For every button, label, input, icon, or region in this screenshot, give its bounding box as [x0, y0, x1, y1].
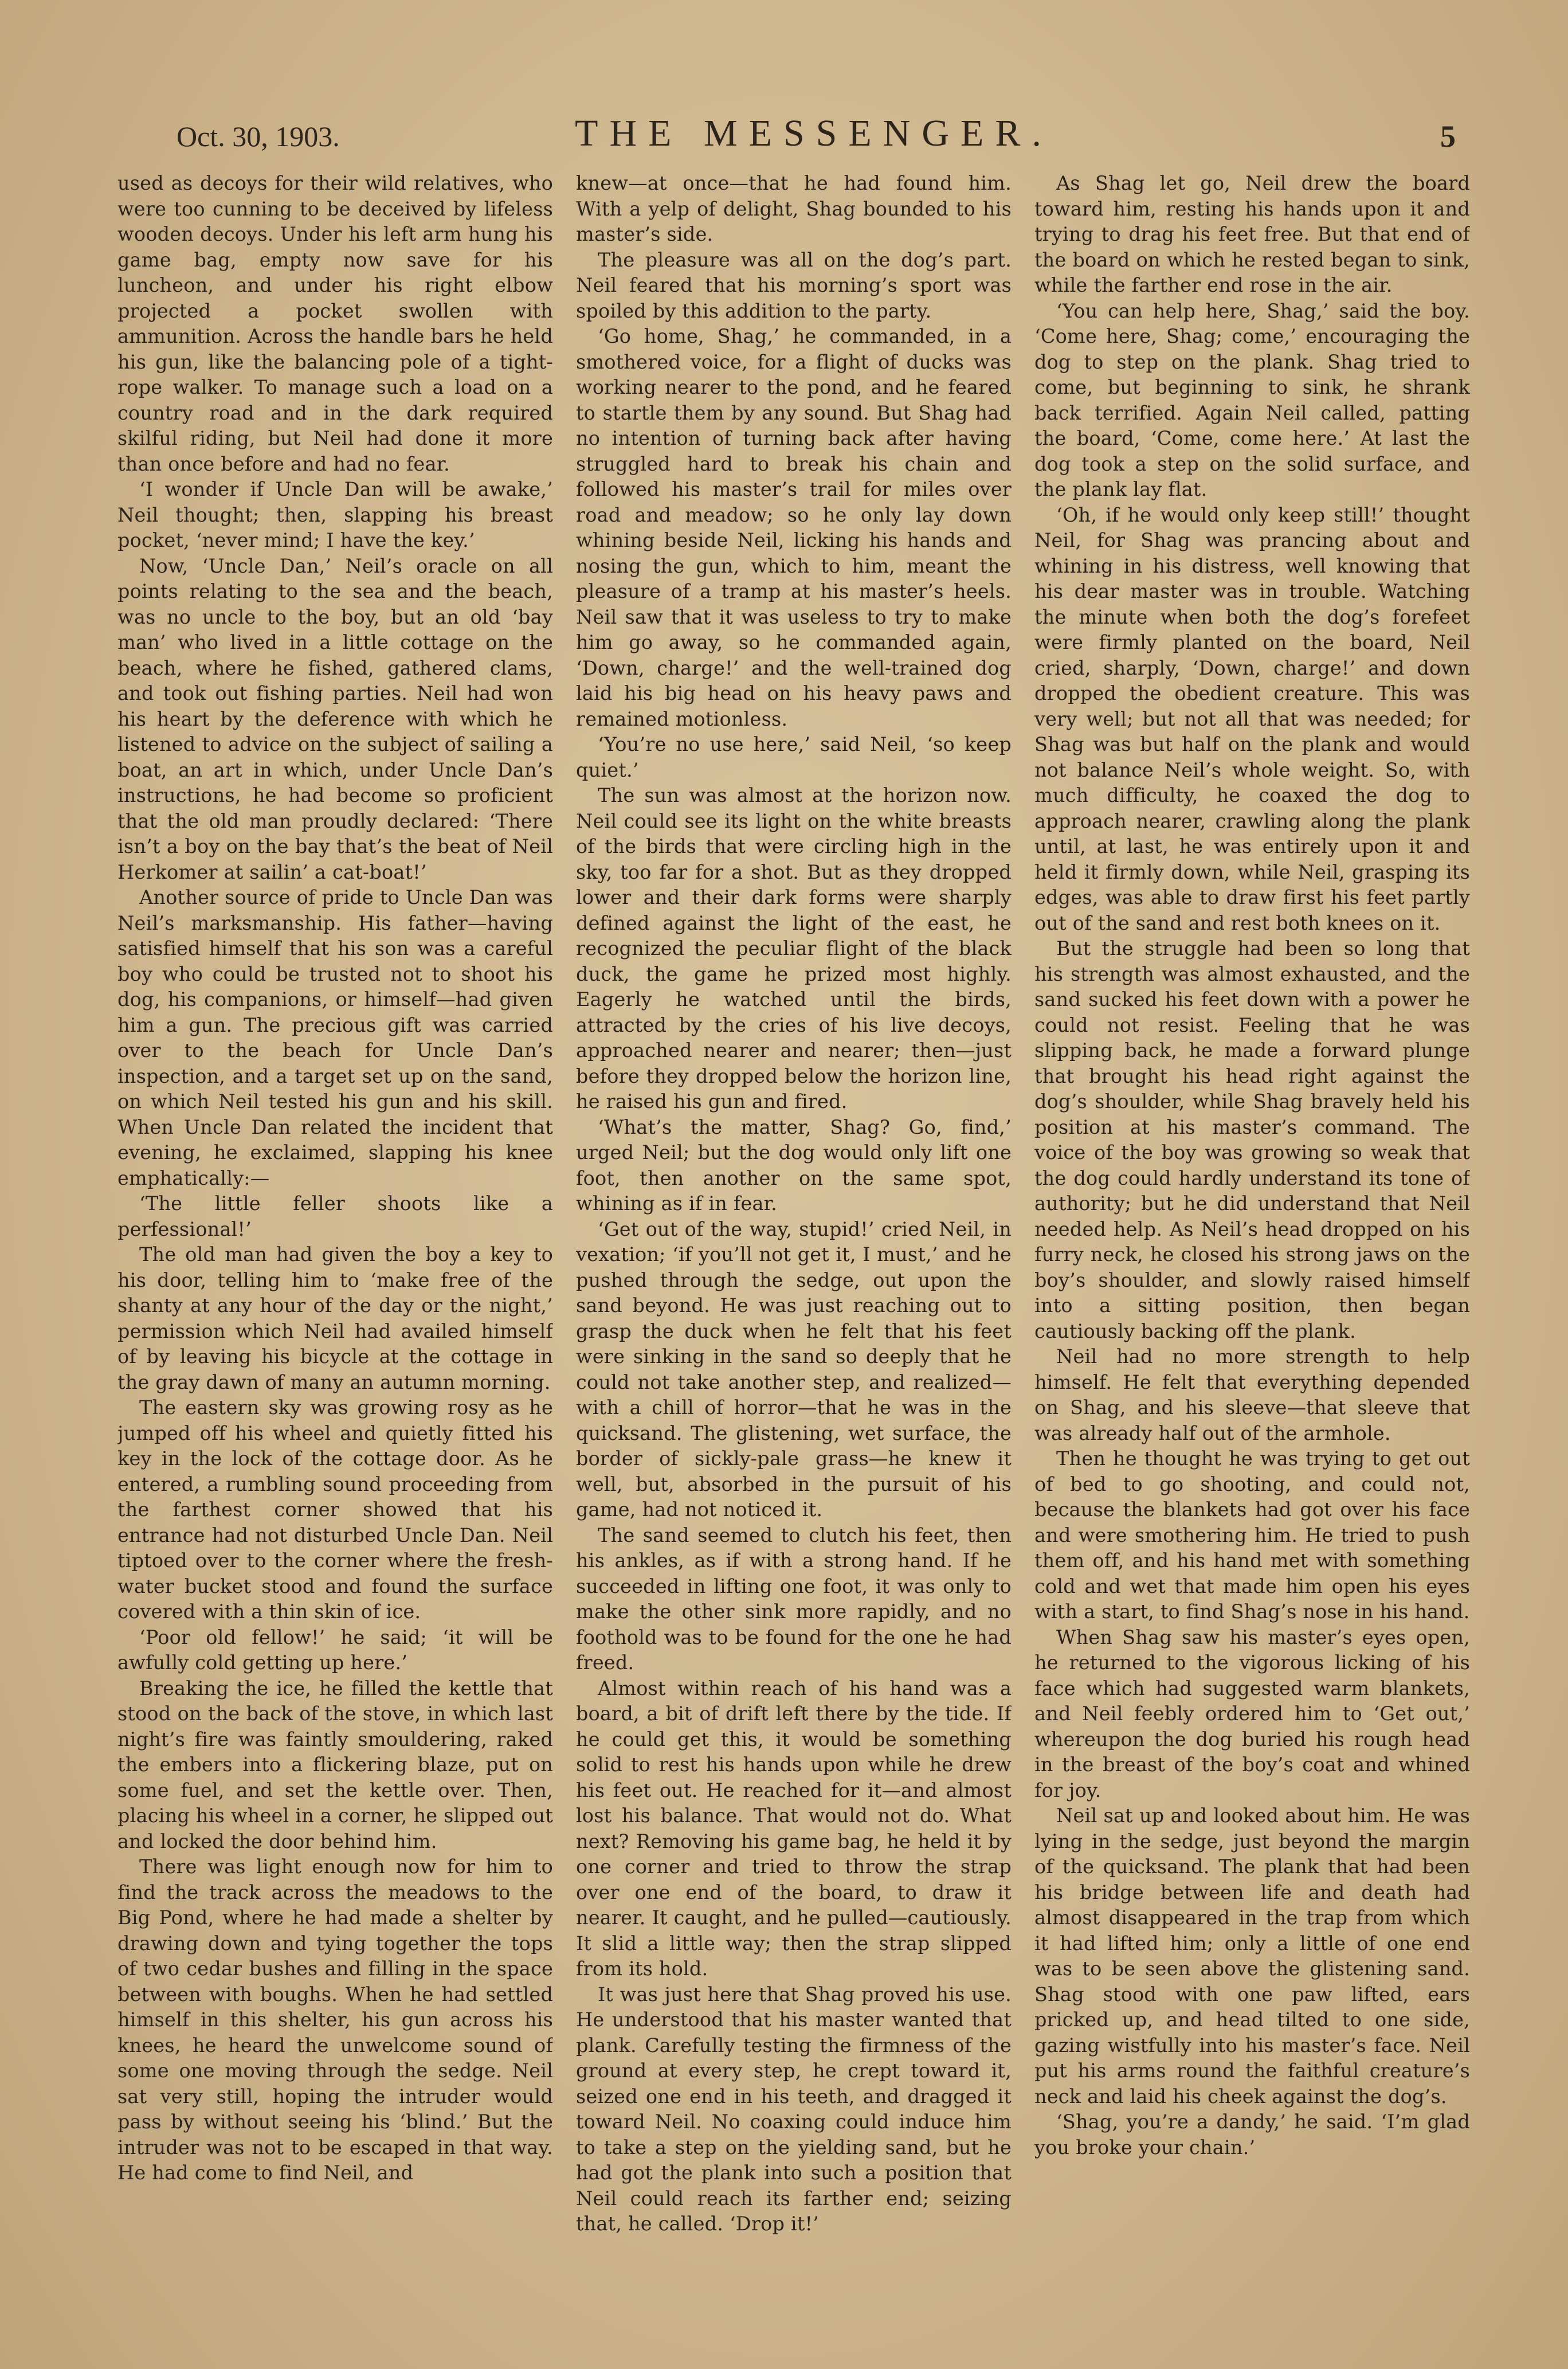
paragraph: Neil sat up and looked about him. He was lying in the sedge, just beyond the margin of the quicksand. The plank that had been his bridge between life and death had almost disappeared in the trap from which it had lifted him; only a little of one end was to be seen above the glistening sand. Shag stood with one paw lifted, ears pricked up, and head tilted to one side, gazing wistfully into his master’s face. Neil put his arms round the faithful creature’s neck and laid his cheek against the dog’s. — [1034, 1804, 1470, 2108]
page-number: 5 — [1440, 119, 1456, 154]
paragraph: But the struggle had been so long that his strength was almost exhausted, and the sand sucked his feet down with a power he could not resist. Feeling that he was slipping back, he made a forward plunge that brought his head right against the dog’s shoulder, while Shag bravely held his position at his master’s command. The voice of the boy was growing so weak that the dog could hardly understand its tone of authority; but he did understand that Neil needed help. As Neil’s head dropped on his furry neck, he closed his strong jaws on the boy’s shoulder, and slowly raised himself into a sitting position, then began cautiously backing off the plank. — [1034, 937, 1470, 1342]
paragraph: ‘Go home, Shag,’ he commanded, in a smothered voice, for a flight of ducks was working nearer to the pond, and he feared to startle them by any sound. But Shag had no intention of turning back after having struggled hard to break his chain and followed his master’s trail for miles over road and meadow; so he only lay down whining beside Neil, licking his hands and nosing the gun, which to him, meant the pleasure of a tramp at his master’s heels. Neil saw that it was useless to try to make him go away, so he commanded again, ‘Down, charge!’ and the well-trained dog laid his big head on his heavy paws and remained motionless. — [576, 325, 1012, 730]
column-3 — [1034, 171, 1470, 2292]
paragraph: ‘Get out of the way, stupid!’ cried Neil, in vexation; ‘if you’ll not get it, I must,’ and he pushed through the sedge, out upon the sand beyond. He was just reaching out to grasp the duck when he felt that his feet were sinking in the sand so deeply that he could not take another step, and realized—with a chill of horror—that he was in the quicksand. The glistening, wet surface, the border of sickly-pale grass—he knew it well, but, absorbed in the pursuit of his game, had not noticed it. — [576, 1217, 1012, 1521]
paragraph: Neil had no more strength to help himself. He felt that everything depended on Shag, and his sleeve—that sleeve that was already half out of the armhole. — [1034, 1345, 1470, 1444]
paragraph: Breaking the ice, he filled the kettle that stood on the back of the stove, in which last night’s fire was faintly smouldering, raked the embers into a flickering blaze, put on some fuel, and set the kettle over. Then, placing his wheel in a corner, he slipped out and locked the door behind him. — [117, 1677, 553, 1853]
paragraph: ‘Poor old fellow!’ he said; ‘it will be awfully cold getting up here.’ — [117, 1626, 553, 1674]
paragraph: Now, ‘Uncle Dan,’ Neil’s oracle on all points relating to the sea and the beach, was no uncle to the boy, but an old ‘bay man’ who lived in a little cottage on the beach, where he fished, gathered clams, and took out fishing parties. Neil had won his heart by the deference with which he listened to advice on the subject of sailing a boat, an art in which, under Uncle Dan’s instructions, he had become so proficient that the old man proudly declared: ‘There isn’t a boy on the bay that’s the beat of Neil Herkomer at sailin’ a cat-boat!’ — [117, 554, 553, 883]
paragraph: There was light enough now for him to find the track across the meadows to the Big Pond, where he had made a shelter by drawing down and tying together the tops of two cedar bushes and filling in the space between with boughs. When he had settled himself in this shelter, his gun across his knees, he heard the unwelcome sound of some one moving through the sedge. Neil sat very still, hoping the intruder would pass by without seeing his ‘blind.’ But the intruder was not to be escaped in that way. He had come to find Neil, and — [117, 1855, 553, 2184]
paragraph: ‘Shag, you’re a dandy,’ he said. ‘I’m glad you broke your chain.’ — [1034, 2110, 1470, 2159]
paragraph: The eastern sky was growing rosy as he jumped off his wheel and quietly fitted his key in the lock of the cottage door. As he entered, a rumbling sound proceeding from the farthest corner showed that his entrance had not disturbed Uncle Dan. Neil tiptoed over to the corner where the fresh-water bucket stood and found the surface covered with a thin skin of ice. — [117, 1396, 553, 1623]
paragraph: Then he thought he was trying to get out of bed to go shooting, and could not, because the blankets had got over his face and were smothering him. He tried to push them off, and his hand met with something cold and wet that made him open his eyes with a start, to find Shag’s nose in his hand. — [1034, 1447, 1470, 1623]
paragraph: Almost within reach of his hand was a board, a bit of drift left there by the tide. If he could get this, it would be something solid to rest his hands upon while he drew his feet out. He reached for it—and almost lost his balance. That would not do. What next? Removing his game bag, he held it by one corner and tried to throw the strap over one end of the board, to draw it nearer. It caught, and he pulled—cautiously. It slid a little way; then the strap slipped from its hold. — [576, 1677, 1012, 1980]
column-2 — [576, 171, 1012, 2292]
paragraph: ‘Oh, if he would only keep still!’ thought Neil, for Shag was prancing about and whining in his distress, well knowing that his dear master was in trouble. Watching the minute when both the dog’s forefeet were firmly planted on the board, Neil cried, sharply, ‘Down, charge!’ and down dropped the obedient creature. This was very well; but not all that was needed; for Shag was but half on the plank and would not balance Neil’s whole weight. So, with much difficulty, he coaxed the dog to approach nearer, crawling along the plank until, at last, he was entirely upon it and held it firmly down, while Neil, grasping its edges, was able to draw first his feet partly out of the sand and rest both knees on it. — [1034, 503, 1470, 934]
paragraph: ‘You can help here, Shag,’ said the boy. ‘Come here, Shag; come,’ encouraging the dog to step on the plank. Shag tried to come, but beginning to sink, he shrank back terrified. Again Neil called, patting the board, ‘Come, come here.’ At last the dog took a step on the solid surface, and the plank lay flat. — [1034, 299, 1470, 500]
paragraph: When Shag saw his master’s eyes open, he returned to the vigorous licking of his face which had suggested warm blankets, and Neil feebly ordered him to ‘Get out,’ whereupon the dog buried his rough head in the breast of the boy’s coat and whined for joy. — [1034, 1626, 1470, 1802]
paragraph: The old man had given the boy a key to his door, telling him to ‘make free of the shanty at any hour of the day or the night,’ permission which Neil had availed himself of by leaving his bicycle at the cottage in the gray dawn of many an autumn morning. — [117, 1243, 553, 1393]
issue-date: Oct. 30, 1903. — [177, 120, 340, 152]
paragraph: It was just here that Shag proved his use. He understood that his master wanted that plank. Carefully testing the firmness of the ground at every step, he crept toward it, seized one end in his teeth, and dragged it toward Neil. No coaxing could induce him to take a step on the yielding sand, but he had got the plank into such a position that Neil could reach its farther end; seizing that, he called. ‘Drop it!’ — [576, 1983, 1012, 2235]
paragraph: ‘What’s the matter, Shag? Go, find,’ urged Neil; but the dog would only lift one foot, then another on the same spot, whining as if in fear. — [576, 1115, 1012, 1215]
publication-title: THE MESSENGER. — [575, 112, 1053, 154]
article-columns — [117, 171, 1470, 2292]
paragraph: ‘The little feller shoots like a perfessional!’ — [117, 1192, 553, 1240]
paragraph: Another source of pride to Uncle Dan was Neil’s marksmanship. His father—having satisfied himself that his son was a careful boy who could be trusted not to shoot his dog, his companions, or himself—had given him a gun. The precious gift was carried over to the beach for Uncle Dan’s inspection, and a target set up on the sand, on which Neil tested his gun and his skill. When Uncle Dan related the incident that evening, he exclaimed, slapping his knee emphatically:— — [117, 886, 553, 1189]
column-1 — [117, 171, 553, 2292]
paragraph: ‘You’re no use here,’ said Neil, ‘so keep quiet.’ — [576, 733, 1012, 781]
paragraph: As Shag let go, Neil drew the board toward him, resting his hands upon it and trying to drag his feet free. But that end of the board on which he rested began to sink, while the farther end rose in the air. — [1034, 172, 1470, 296]
paragraph: The sun was almost at the horizon now. Neil could see its light on the white breasts of the birds that were circling high in the sky, too far for a shot. But as they dropped lower and their dark forms were sharply defined against the light of the east, he recognized the peculiar flight of the black duck, the game he prized most highly. Eagerly he watched until the birds, attracted by the cries of his live decoys, approached nearer and nearer; then—just before they dropped below the horizon line, he raised his gun and fired. — [576, 784, 1012, 1113]
paragraph: The sand seemed to clutch his feet, then his ankles, as if with a strong hand. If he succeeded in lifting one foot, it was only to make the other sink more rapidly, and no foothold was to be found for the one he had freed. — [576, 1524, 1012, 1674]
paragraph: used as decoys for their wild relatives, who were too cunning to be deceived by lifeless wooden decoys. Under his left arm hung his game bag, empty now save for his luncheon, and under his right elbow projected a pocket swollen with ammunition. Across the handle bars he held his gun, like the balancing pole of a tight-rope walker. To manage such a load on a country road and in the dark required skilful riding, but Neil had done it more than once before and had no fear. — [117, 172, 553, 475]
masthead — [172, 112, 1456, 163]
paragraph: ‘I wonder if Uncle Dan will be awake,’ Neil thought; then, slapping his breast pocket, ‘never mind; I have the key.’ — [117, 478, 553, 551]
paragraph: knew—at once—that he had found him. With a yelp of delight, Shag bounded to his master’s side. — [576, 172, 1012, 245]
paragraph: The pleasure was all on the dog’s part. Neil feared that his morning’s sport was spoiled by this addition to the party. — [576, 248, 1012, 322]
